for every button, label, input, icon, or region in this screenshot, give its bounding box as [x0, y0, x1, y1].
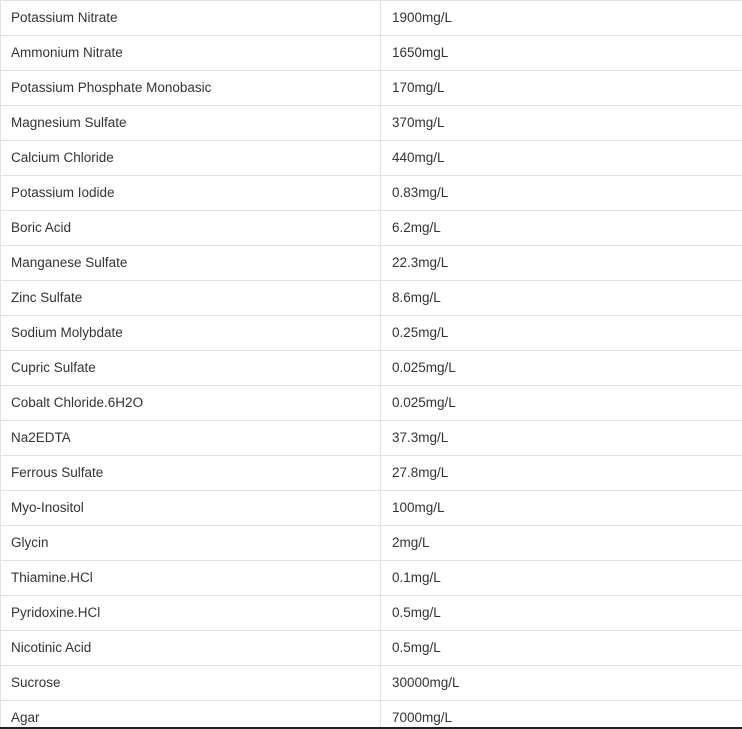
ingredient-amount: 22.3mg/L: [381, 246, 742, 281]
ingredient-amount: 7000mg/L: [392, 710, 453, 726]
ingredient-amount: 1650mgL: [381, 36, 742, 71]
ingredient-name: Sucrose: [1, 666, 381, 701]
ingredient-name: Zinc Sulfate: [1, 281, 381, 316]
ingredient-name: Sodium Molybdate: [1, 316, 381, 351]
table-row: [1, 666, 742, 701]
table-row: [1, 561, 742, 596]
ingredient-amount: 440mg/L: [381, 141, 742, 176]
ingredient-name: Potassium Iodide: [1, 176, 381, 211]
table-row: [1, 281, 742, 316]
ingredient-amount: 370mg/L: [381, 106, 742, 141]
table-row: [1, 141, 742, 176]
ingredient-amount: 8.6mg/L: [381, 281, 742, 316]
table-row: [1, 526, 742, 561]
ingredient-name: Magnesium Sulfate: [1, 106, 381, 141]
ingredient-amount: 1900mg/L: [381, 1, 742, 36]
ingredient-name: Myo-Inositol: [1, 491, 381, 526]
ingredient-name: Nicotinic Acid: [1, 631, 381, 666]
table-row: [1, 106, 742, 141]
ingredient-name: Cupric Sulfate: [1, 351, 381, 386]
ingredient-name: Manganese Sulfate: [1, 246, 381, 281]
table-row: [1, 71, 742, 106]
table-row: [1, 176, 742, 211]
table-row: [1, 36, 742, 71]
ingredient-amount: 30000mg/L: [381, 666, 742, 701]
ingredient-name: Ammonium Nitrate: [1, 36, 381, 71]
table-row: [1, 596, 742, 631]
table-row: [1, 456, 742, 491]
ingredient-name: Boric Acid: [1, 211, 381, 246]
table-row: [1, 631, 742, 666]
ingredient-amount: 0.5mg/L: [381, 631, 742, 666]
ingredient-amount: 0.25mg/L: [381, 316, 742, 351]
table-row: [1, 701, 742, 729]
table-row: [1, 246, 742, 281]
ingredient-name: Ferrous Sulfate: [1, 456, 381, 491]
ingredient-name: Calcium Chloride: [1, 141, 381, 176]
ingredient-amount: 0.025mg/L: [381, 351, 742, 386]
table-row: [1, 351, 742, 386]
ingredient-name: Cobalt Chloride.6H2O: [1, 386, 381, 421]
ingredient-amount: 27.8mg/L: [381, 456, 742, 491]
ingredient-name: Glycin: [1, 526, 381, 561]
ingredient-amount: 100mg/L: [381, 491, 742, 526]
ingredient-name: Pyridoxine.HCl: [1, 596, 381, 631]
ingredient-name: Agar: [1, 701, 381, 729]
ingredient-name: Thiamine.HCl: [1, 561, 381, 596]
table-row: [1, 1, 742, 36]
ingredient-amount: 0.1mg/L: [381, 561, 742, 596]
table-row: [1, 386, 742, 421]
ingredient-amount: 2mg/L: [381, 526, 742, 561]
ingredient-name: Potassium Phosphate Monobasic: [1, 71, 381, 106]
table-row: [1, 316, 742, 351]
table-row: [1, 491, 742, 526]
ingredient-amount: 0.025mg/L: [381, 386, 742, 421]
ingredient-amount: 37.3mg/L: [381, 421, 742, 456]
table-row: [1, 211, 742, 246]
ingredient-amount: 6.2mg/L: [381, 211, 742, 246]
ingredient-amount: 0.5mg/L: [381, 596, 742, 631]
ingredient-amount: 170mg/L: [381, 71, 742, 106]
table-row: [1, 421, 742, 456]
ingredient-name: Potassium Nitrate: [1, 1, 381, 36]
ingredient-name: Na2EDTA: [1, 421, 381, 456]
ingredient-amount: 0.83mg/L: [381, 176, 742, 211]
